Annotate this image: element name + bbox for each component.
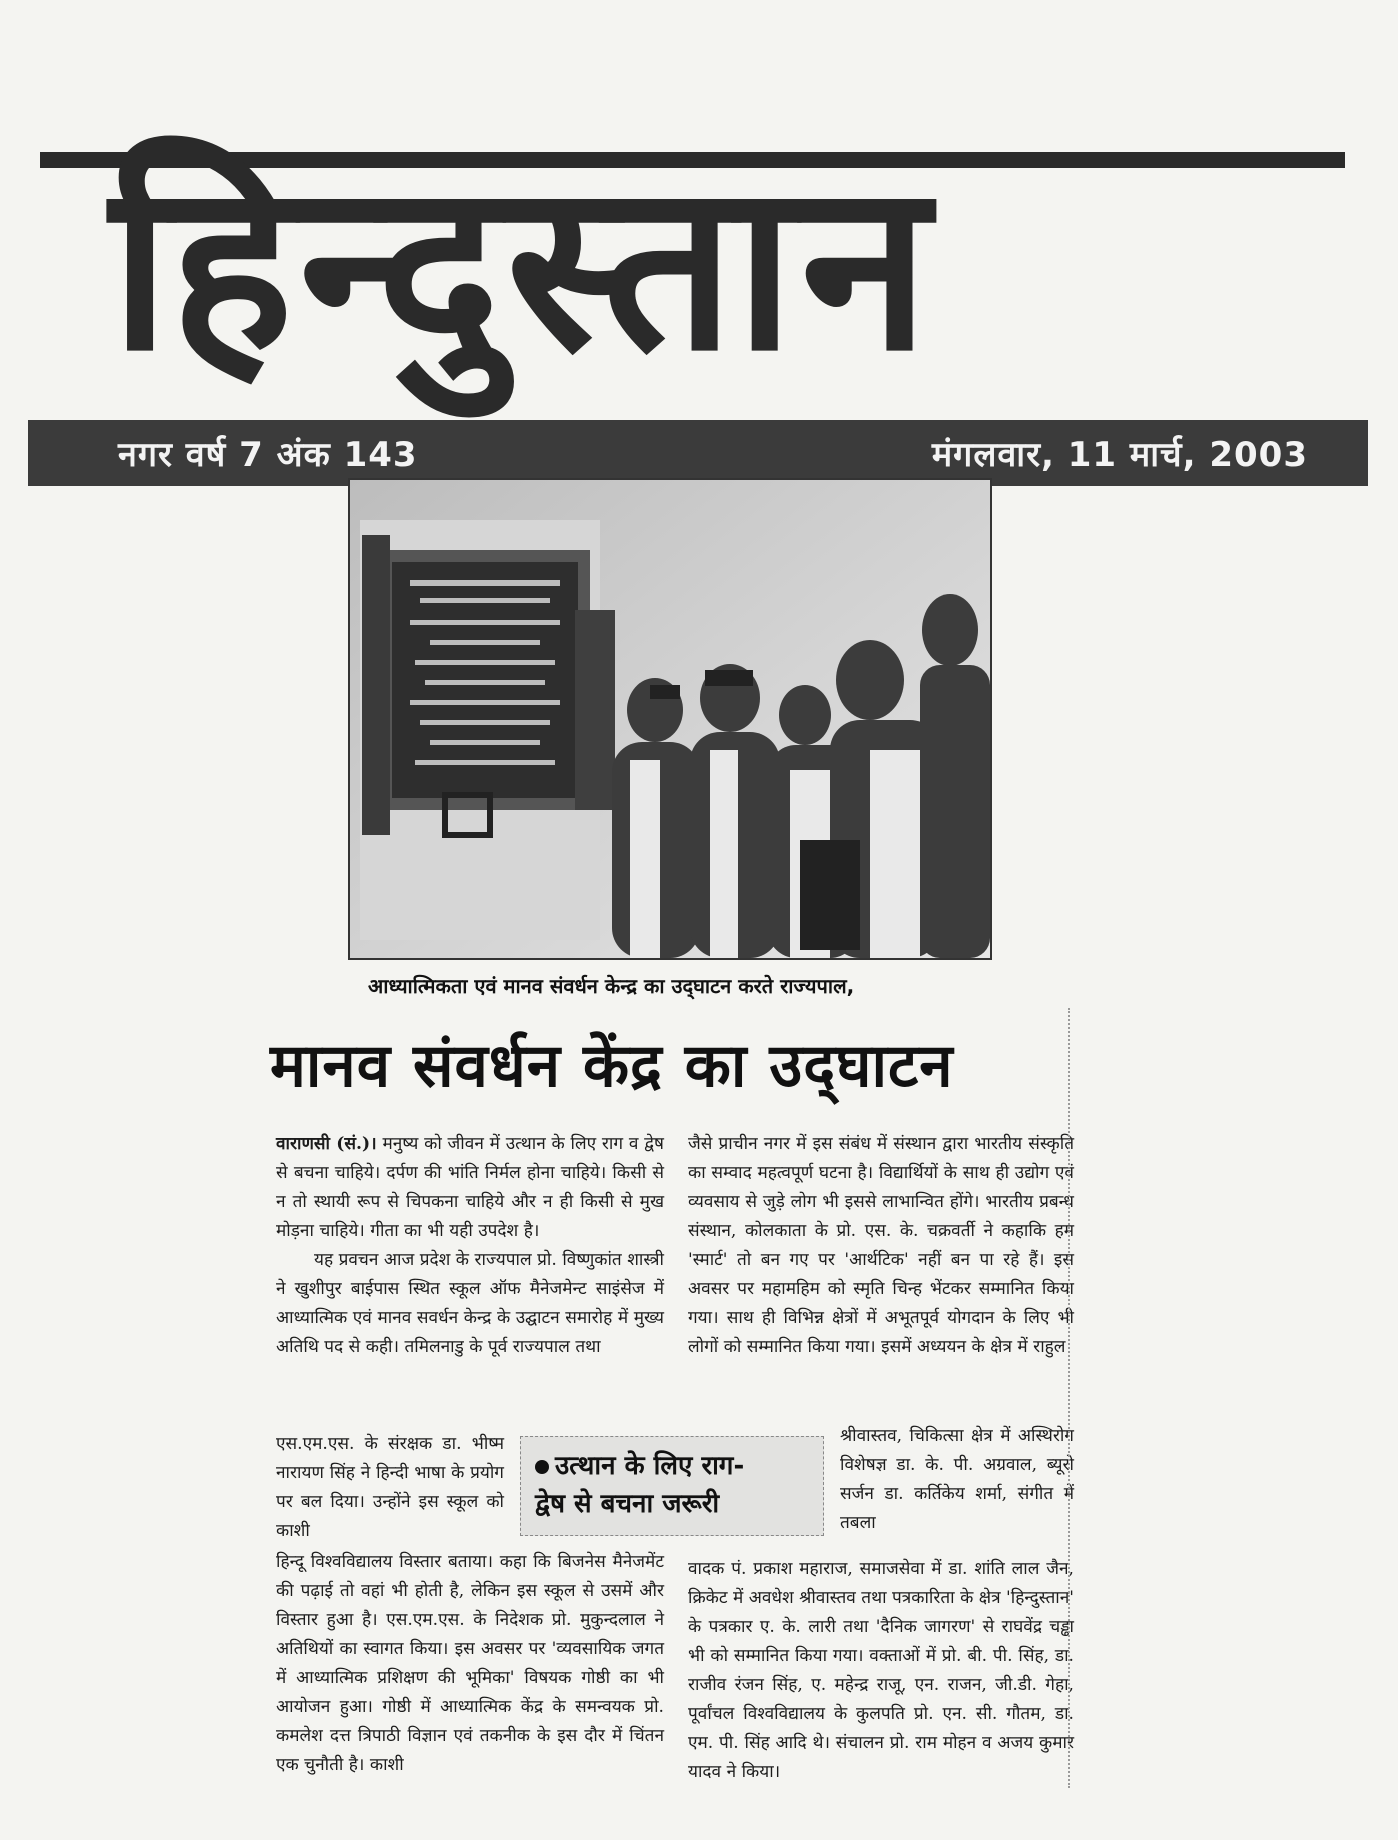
article-paragraph: यह प्रवचन आज प्रदेश के राज्यपाल प्रो. विष्णुकांत शास्त्री ने खुशीपुर बाईपास स्थित स्कूल ऑफ मैनेजमेन्ट साइंसेज में आध्यात्मिक एवं मानव सवर्धन केन्द्र के उद्घाटन समारोह में मुख्य अतिथि पद से कही। तमिलनाडु के पूर्व राज्यपाल तथा: [276, 1250, 664, 1357]
dateline-bar: [28, 420, 1368, 486]
photo-caption: आध्यात्मिकता एवं मानव संवर्धन केन्द्र का उद्‌घाटन करते राज्यपाल,: [368, 974, 855, 998]
article-column-2-top: जैसे प्राचीन नगर में इस संबंध में संस्थान द्वारा भारतीय संस्कृति का सम्वाद महत्वपूर्ण घटना है। विद्यार्थियों के साथ ही उद्योग एवं व्यवसाय से जुड़े लोग भी इससे लाभान्वित होंगे। भारतीय प्रबन्ध संस्थान, कोलकाता के प्रो. एस. के. चक्रवर्ती ने कहाकि हम 'स्मार्ट' तो बन गए पर 'आर्थटिक' नहीं बन पा रहे हैं। इस अवसर पर महामहिम को स्मृति चिन्ह भेंटकर सम्मानित किया गया। साथ ही विभिन्न क्षेत्रों में अभूतपूर्व योगदान के लिए भी लोगों को सम्मानित किया गया। इसमें अध्ययन के क्षेत्र में राहुल: [688, 1134, 1074, 1357]
article-column-1-narrow: एस.एम.एस. के संरक्षक डा. भीष्म नारायण सिंह ने हिन्दी भाषा के प्रयोग पर बल दिया। उन्होंने इस स्कूल को काशी: [276, 1434, 504, 1541]
article-column-2-bottom: वादक पं. प्रकाश महाराज, समाजसेवा में डा. शांति लाल जैन, क्रिकेट में अवधेश श्रीवास्तव तथा पत्रकारिता के क्षेत्र 'हिन्दुस्तान' के पत्रकार ए. के. लारी तथा 'दैनिक जागरण' से राघवेंद्र चड्ढा भी को सम्मानित किया गया। वक्ताओं में प्रो. बी. पी. सिंह, डा. राजीव रंजन सिंह, ए. महेन्द्र राजू, एन. राजन, जी.डी. गेहा, पूर्वांचल विश्वविद्यालय के कुलपति प्रो. एन. सी. गौतम, डा. एम. पी. सिंह आदि थे। संचालन प्रो. राम मोहन व अजय कुमार यादव ने किया।: [688, 1559, 1074, 1782]
bullet-icon: [535, 1460, 549, 1474]
newspaper-title: हिन्दुस्तान: [110, 129, 936, 402]
news-photo: [348, 478, 992, 960]
edition-info: नगर वर्ष 7 अंक 143: [118, 435, 418, 475]
publication-date: मंगलवार, 11 मार्च, 2003: [931, 435, 1308, 475]
article-column-2-narrow: श्रीवास्तव, चिकित्सा क्षेत्र में अस्थिरोग विशेषज्ञ डा. के. पी. अग्रवाल, ब्यूरो सर्जन डा. कर्तिकेय शर्मा, संगीत में तबला: [840, 1426, 1074, 1533]
masthead: [40, 88, 1345, 418]
pull-quote: [520, 1436, 824, 1536]
article-column-1-top: [276, 1130, 664, 1362]
paragraph-text: मनुष्य को जीवन में उत्थान के लिए राग व द्वेष से बचना चाहिये। दर्पण की भांति निर्मल होना चाहिये। किसी से न तो स्थायी रूप से चिपकना चाहिये और न ही किसी से मुख मोड़ना चाहिये। गीता का भी यही उपदेश है।: [276, 1134, 664, 1241]
headline: मानव संवर्धन केंद्र का उद्‌घाटन: [270, 1031, 954, 1101]
column-divider: [1068, 1008, 1070, 1788]
pull-quote-line-1: उत्थान के लिए राग-: [555, 1451, 745, 1482]
photo-illustration: [350, 480, 990, 958]
article-column-1-bottom: हिन्दू विश्वविद्यालय विस्तार बताया। कहा कि बिजनेस मैनेजमेंट की पढ़ाई तो वहां भी होती है, लेकिन इस स्कूल से उसमें और विस्तार हुआ है। एस.एम.एस. के निदेशक प्रो. मुकुन्दलाल ने अतिथियों का स्वागत किया। इस अवसर पर 'व्यवसायिक जगत में आध्यात्मिक प्रशिक्षण की भूमिका' विषयक गोष्ठी का भी आयोजन हुआ। गोष्ठी में आध्यात्मिक केंद्र के समन्वयक प्रो. कमलेश दत्त त्रिपाठी विज्ञान एवं तकनीक के इस दौर में चिंतन एक चुनौती है। काशी: [276, 1552, 664, 1775]
article-paragraph: [276, 1130, 664, 1246]
pull-quote-line-2: द्वेष से बचना जरूरी: [535, 1489, 720, 1519]
dateline-place: वाराणसी (सं.)।: [276, 1134, 377, 1154]
